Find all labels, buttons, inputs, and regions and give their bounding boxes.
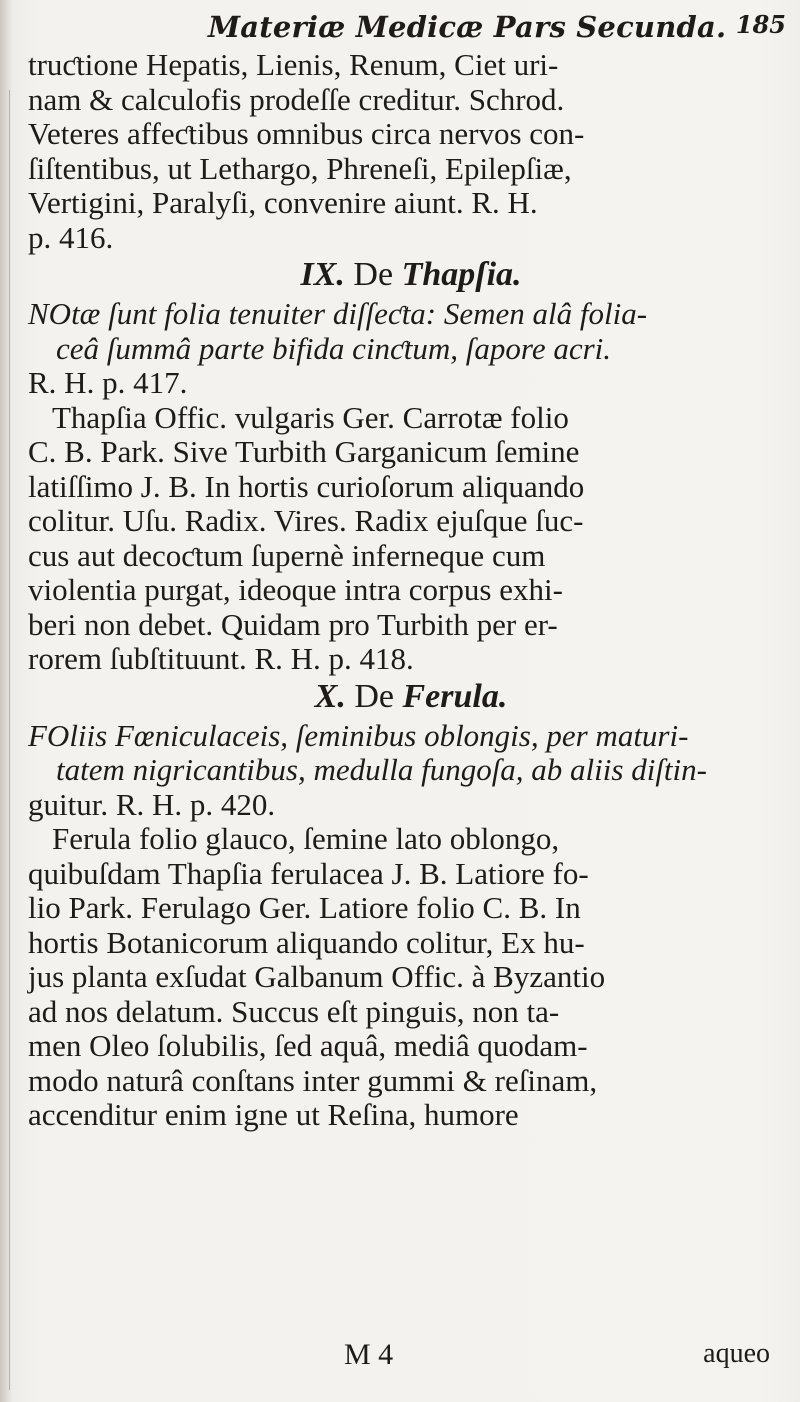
text-line: men Oleo ſolubilis, ſed aquâ, mediâ quodam- <box>28 1028 588 1063</box>
section-heading <box>28 677 794 719</box>
text-line: beri non debet. Quidam pro Turbith per er- <box>28 606 558 642</box>
section-heading <box>28 255 794 297</box>
running-head: Materiæ Medicæ Pars Secunda. <box>208 10 727 44</box>
reference-line: guitur. R. H. p. 420. <box>28 786 276 822</box>
text-line: jus planta exſudat Galbanum Offic. à Byzantio <box>28 959 606 994</box>
description-line: tatem nigricantibus, medulla fungoſa, ab aliis diſtin- <box>56 752 707 787</box>
catchword: aqueo <box>703 1338 770 1369</box>
text-line: Veteres affeƈtibus omnibus circa nervos con- <box>28 116 585 151</box>
text-line: latiſſimo J. B. In hortis curioſorum aliquando <box>28 468 585 504</box>
text-line: C. B. Park. Sive Turbith Garganicum ſemine <box>28 434 580 469</box>
section-thapsia <box>28 255 794 677</box>
text-line: cus aut decoƈtum ſupernè inferneque cum <box>28 537 546 573</box>
text-line: p. 416. <box>28 219 114 255</box>
text-line: truƈtione Hepatis, Lienis, Renum, Ciet uri- <box>28 47 559 82</box>
reference-line: R. H. p. 417. <box>28 365 188 400</box>
text-line: accenditur enim igne ut Reſina, humore <box>28 1097 519 1132</box>
section-number: X. <box>314 677 346 715</box>
section-ferula <box>28 677 794 1133</box>
signature-mark: M 4 <box>344 1338 394 1371</box>
page-number: 185 <box>735 10 786 39</box>
text-line: violentia purgat, ideoque intra corpus exhi- <box>28 572 563 607</box>
text-line: quibuſdam Thapſia ferulacea J. B. Latiore fo- <box>28 855 589 891</box>
text-line: lio Park. Ferulago Ger. Latiore folio C. B. In <box>28 890 581 925</box>
page-header <box>60 4 786 44</box>
section-continued <box>28 48 794 255</box>
heading-word: De <box>353 256 394 293</box>
text-line: Thapſia Offic. vulgaris Ger. Carrotæ folio <box>52 399 569 435</box>
section-number: IX. <box>300 256 345 293</box>
text-line: Ferula folio glauco, ſemine lato oblongo, <box>52 821 560 856</box>
heading-name: Ferula. <box>402 677 508 715</box>
description-line: FOliis Fœniculaceis, ſeminibus oblongis, per maturi- <box>28 717 689 753</box>
text-line: Vertigini, Paralyſi, convenire aiunt. R. H. <box>28 185 538 220</box>
text-line: nam & calculofis prodeſſe creditur. Schrod. <box>28 81 565 117</box>
page-footer <box>60 1338 770 1374</box>
margin-rule <box>9 90 10 1390</box>
body-text <box>28 48 794 1133</box>
text-line: ſiſtentibus, ut Lethargo, Phreneſi, Epilepſiæ, <box>28 150 572 186</box>
text-line: hortis Botanicorum aliquando colitur, Ex hu- <box>28 924 585 960</box>
description-line: NOtæ ſunt folia tenuiter diſſeƈta: Semen alâ folia- <box>28 296 648 331</box>
heading-name: Thapſia. <box>401 256 522 293</box>
text-line: rorem ſubſtituunt. R. H. p. 418. <box>28 641 414 676</box>
heading-word: De <box>354 677 394 715</box>
description-line: ceâ ſummâ parte bifida cinƈtum, ſapore acri. <box>56 330 612 366</box>
text-line: colitur. Uſu. Radix. Vires. Radix ejuſque ſuc- <box>28 503 584 538</box>
text-line: modo naturâ conſtans inter gummi & reſinam, <box>28 1062 598 1098</box>
gutter-shadow <box>0 0 12 1402</box>
text-line: ad nos delatum. Succus eſt pinguis, non ta- <box>28 993 560 1029</box>
